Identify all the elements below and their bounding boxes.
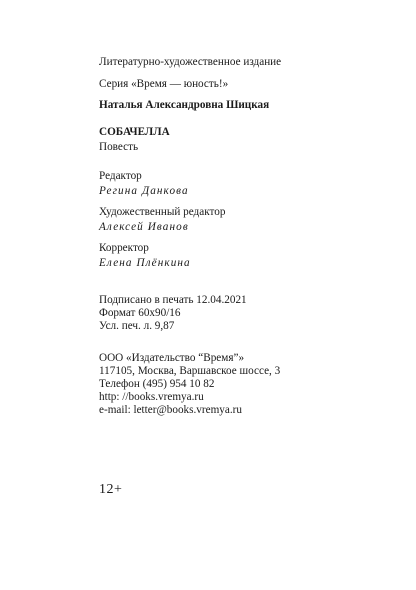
- publisher-email: e-mail: letter@books.vremya.ru: [99, 404, 242, 416]
- proofreader-name: Елена Плёнкина: [99, 257, 191, 269]
- print-signed-date: Подписано в печать 12.04.2021: [99, 294, 247, 306]
- proofreader-role: Корректор: [99, 242, 149, 254]
- edition-type: Литературно-художественное издание: [99, 56, 282, 68]
- publisher-address: 117105, Москва, Варшавское шоссе, 3: [99, 365, 281, 377]
- colophon-page: [99, 0, 399, 590]
- age-rating-badge: 12+: [99, 482, 123, 497]
- editor-name: Регина Данкова: [99, 185, 189, 197]
- publisher-website: http: //books.vremya.ru: [99, 391, 204, 403]
- author-name: Наталья Александровна Шицкая: [99, 99, 270, 111]
- art-editor-role: Художественный редактор: [99, 206, 226, 218]
- art-editor-name: Алексей Иванов: [99, 221, 189, 233]
- book-title: СОБАЧЕЛЛА: [99, 126, 170, 138]
- book-genre: Повесть: [99, 141, 139, 153]
- editor-role: Редактор: [99, 170, 142, 182]
- publisher-name: ООО «Издательство “Время”»: [99, 352, 245, 364]
- print-format: Формат 60х90/16: [99, 307, 181, 319]
- series-line: Серия «Время — юность!»: [99, 78, 229, 90]
- print-sheets: Усл. печ. л. 9,87: [99, 320, 175, 332]
- publisher-phone: Телефон (495) 954 10 82: [99, 378, 215, 390]
